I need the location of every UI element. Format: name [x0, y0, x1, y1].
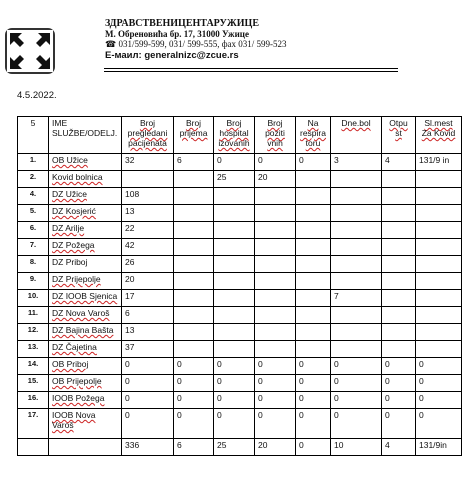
- cell-otpust: 0: [382, 409, 416, 439]
- cell-pozitivnih: 0: [255, 358, 296, 375]
- report-table: [17, 116, 462, 456]
- cell-dnebol: [331, 171, 382, 188]
- cell-pregledani: 0: [122, 358, 174, 375]
- cell-hospitalizovanih: 0: [214, 375, 255, 392]
- cell-prijema: [174, 188, 214, 205]
- cell-slmesta: [416, 188, 462, 205]
- cell-prijema: 6: [174, 154, 214, 171]
- cell-name: IOOB Nova Varoš: [49, 409, 122, 439]
- cell-respirator: 0: [296, 154, 331, 171]
- cell-pozitivnih: 0: [255, 154, 296, 171]
- cell-num: 5.: [18, 205, 49, 222]
- cell-dnebol: 0: [331, 409, 382, 439]
- cell-dnebol: 0: [331, 375, 382, 392]
- cell-pregledani: 26: [122, 256, 174, 273]
- table-row: [18, 154, 462, 171]
- column-header-hospitalizovanih: Broj hospital izovanih: [214, 117, 255, 154]
- cell-respirator: [296, 324, 331, 341]
- cell-slmesta: [416, 307, 462, 324]
- cell-hospitalizovanih: 0: [214, 358, 255, 375]
- org-address: М. Обреновића бр. 17, 31000 Ужице: [105, 29, 249, 39]
- column-header-num: 5: [18, 117, 49, 154]
- cell-name: OB Priboj: [49, 358, 122, 375]
- cell-respirator: [296, 188, 331, 205]
- cell-otpust: 0: [382, 375, 416, 392]
- cell-slmesta: [416, 273, 462, 290]
- org-email: Е-маил: generalnizc@zcue.rs: [105, 50, 239, 61]
- cell-hospitalizovanih: [214, 222, 255, 239]
- cell-dnebol: 10: [331, 439, 382, 456]
- cell-respirator: [296, 290, 331, 307]
- table-row: [18, 290, 462, 307]
- cell-slmesta: [416, 222, 462, 239]
- cell-name: DZ Bajina Bašta: [49, 324, 122, 341]
- cell-prijema: [174, 171, 214, 188]
- header-row: [18, 117, 462, 154]
- cell-otpust: [382, 171, 416, 188]
- cell-name: IOOB Požega: [49, 392, 122, 409]
- cell-dnebol: 0: [331, 358, 382, 375]
- table-row: [18, 341, 462, 358]
- cell-otpust: [382, 205, 416, 222]
- cell-slmesta: 131/9in: [416, 439, 462, 456]
- cell-name: Kovid bolnica: [49, 171, 122, 188]
- table-row: [18, 273, 462, 290]
- cell-prijema: [174, 273, 214, 290]
- cell-num: 13.: [18, 341, 49, 358]
- cell-prijema: 0: [174, 409, 214, 439]
- cell-prijema: [174, 239, 214, 256]
- cell-respirator: 0: [296, 375, 331, 392]
- cell-pregledani: 42: [122, 239, 174, 256]
- cell-num: 8.: [18, 256, 49, 273]
- cell-respirator: [296, 341, 331, 358]
- column-header-slmesta: Sl.mest Za Kovid: [416, 117, 462, 154]
- cell-slmesta: 0: [416, 392, 462, 409]
- cell-hospitalizovanih: [214, 341, 255, 358]
- cell-pregledani: 336: [122, 439, 174, 456]
- cell-num: 2.: [18, 171, 49, 188]
- cell-pregledani: 22: [122, 222, 174, 239]
- cell-dnebol: [331, 307, 382, 324]
- cell-pozitivnih: 0: [255, 392, 296, 409]
- cell-prijema: 0: [174, 375, 214, 392]
- cell-respirator: [296, 307, 331, 324]
- cell-num: 6.: [18, 222, 49, 239]
- cell-dnebol: [331, 188, 382, 205]
- cell-pregledani: 0: [122, 392, 174, 409]
- cell-name: [49, 439, 122, 456]
- cell-num: 4.: [18, 188, 49, 205]
- table-row: [18, 439, 462, 456]
- cell-pozitivnih: [255, 273, 296, 290]
- header-divider: [104, 68, 398, 69]
- cell-name: DZ Čajetina: [49, 341, 122, 358]
- table-row: [18, 171, 462, 188]
- cell-hospitalizovanih: [214, 205, 255, 222]
- cell-dnebol: [331, 341, 382, 358]
- table-row: [18, 324, 462, 341]
- cell-prijema: [174, 256, 214, 273]
- cell-pregledani: 32: [122, 154, 174, 171]
- cross-arrows-icon: [7, 30, 53, 72]
- cell-pozitivnih: 0: [255, 409, 296, 439]
- cell-name: DZ Arilje: [49, 222, 122, 239]
- cell-pozitivnih: [255, 341, 296, 358]
- cell-name: DZ Prijepolje: [49, 273, 122, 290]
- cell-hospitalizovanih: [214, 290, 255, 307]
- cell-pregledani: 108: [122, 188, 174, 205]
- cell-pozitivnih: [255, 205, 296, 222]
- cell-slmesta: [416, 290, 462, 307]
- cell-num: 1.: [18, 154, 49, 171]
- cell-num: 11.: [18, 307, 49, 324]
- cell-name: DZ Kosjerić: [49, 205, 122, 222]
- cell-pozitivnih: [255, 256, 296, 273]
- cell-otpust: [382, 273, 416, 290]
- health-center-logo: [5, 28, 55, 74]
- cell-num: [18, 439, 49, 456]
- cell-pozitivnih: [255, 324, 296, 341]
- cell-prijema: [174, 205, 214, 222]
- cell-otpust: 0: [382, 392, 416, 409]
- cell-name: DZ Užice: [49, 188, 122, 205]
- column-header-dnebol: Dne.bol: [331, 117, 382, 154]
- cell-pregledani: [122, 171, 174, 188]
- cell-respirator: [296, 239, 331, 256]
- column-header-name: IME SLUŽBE/ODELJ.: [49, 117, 122, 154]
- cell-slmesta: [416, 324, 462, 341]
- cell-pregledani: 13: [122, 324, 174, 341]
- cell-respirator: [296, 256, 331, 273]
- cell-otpust: [382, 324, 416, 341]
- table-row: [18, 392, 462, 409]
- cell-pregledani: 13: [122, 205, 174, 222]
- cell-num: 10.: [18, 290, 49, 307]
- cell-num: 17.: [18, 409, 49, 439]
- cell-dnebol: [331, 324, 382, 341]
- cell-name: DZ Priboj: [49, 256, 122, 273]
- table-row: [18, 239, 462, 256]
- cell-respirator: [296, 222, 331, 239]
- cell-num: 14.: [18, 358, 49, 375]
- cell-slmesta: 0: [416, 358, 462, 375]
- cell-respirator: [296, 205, 331, 222]
- cell-dnebol: [331, 273, 382, 290]
- cell-slmesta: 131/9 in: [416, 154, 462, 171]
- header-divider: [104, 71, 398, 72]
- cell-num: 15.: [18, 375, 49, 392]
- letterhead: [105, 19, 287, 63]
- cell-pregledani: 0: [122, 375, 174, 392]
- report-date: 4.5.2022.: [17, 90, 57, 101]
- cell-pozitivnih: [255, 290, 296, 307]
- cell-name: DZ IOOB Sjenica: [49, 290, 122, 307]
- cell-prijema: [174, 222, 214, 239]
- cell-respirator: [296, 171, 331, 188]
- cell-respirator: 0: [296, 392, 331, 409]
- table-row: [18, 205, 462, 222]
- cell-dnebol: 3: [331, 154, 382, 171]
- cell-dnebol: [331, 205, 382, 222]
- column-header-respirator: Na respira toru: [296, 117, 331, 154]
- cell-otpust: [382, 222, 416, 239]
- org-phone: ☎ 031/599-599, 031/ 599-555, фах 031/ 599-523: [105, 39, 287, 49]
- cell-dnebol: 0: [331, 392, 382, 409]
- cell-prijema: [174, 341, 214, 358]
- table-row: [18, 188, 462, 205]
- cell-dnebol: 7: [331, 290, 382, 307]
- table-row: [18, 409, 462, 439]
- cell-name: OB Užice: [49, 154, 122, 171]
- cell-name: OB Prijepolje: [49, 375, 122, 392]
- cell-otpust: 0: [382, 358, 416, 375]
- cell-otpust: [382, 239, 416, 256]
- column-header-prijema: Broj prijema: [174, 117, 214, 154]
- cell-hospitalizovanih: [214, 307, 255, 324]
- cell-pozitivnih: 0: [255, 375, 296, 392]
- cell-num: 9.: [18, 273, 49, 290]
- cell-prijema: [174, 290, 214, 307]
- cell-slmesta: [416, 341, 462, 358]
- cell-pozitivnih: [255, 307, 296, 324]
- cell-slmesta: [416, 256, 462, 273]
- table-row: [18, 256, 462, 273]
- org-name: ЗДРАВСТВЕНИЦЕНТАРУЖИЦЕ: [105, 18, 259, 29]
- cell-otpust: [382, 307, 416, 324]
- table-row: [18, 307, 462, 324]
- cell-slmesta: 0: [416, 409, 462, 439]
- cell-pregledani: 0: [122, 409, 174, 439]
- cell-hospitalizovanih: 0: [214, 409, 255, 439]
- cell-num: 7.: [18, 239, 49, 256]
- column-header-otpust: Otpu st: [382, 117, 416, 154]
- cell-dnebol: [331, 256, 382, 273]
- cell-prijema: 6: [174, 439, 214, 456]
- cell-pregledani: 17: [122, 290, 174, 307]
- cell-hospitalizovanih: [214, 324, 255, 341]
- cell-pozitivnih: [255, 239, 296, 256]
- cell-pregledani: 37: [122, 341, 174, 358]
- column-header-pregledani: Broj pregledani pacijenata: [122, 117, 174, 154]
- cell-hospitalizovanih: 25: [214, 439, 255, 456]
- cell-prijema: [174, 324, 214, 341]
- cell-pozitivnih: 20: [255, 171, 296, 188]
- cell-prijema: 0: [174, 392, 214, 409]
- cell-dnebol: [331, 239, 382, 256]
- cell-hospitalizovanih: [214, 273, 255, 290]
- table-row: [18, 222, 462, 239]
- cell-hospitalizovanih: [214, 239, 255, 256]
- cell-hospitalizovanih: [214, 256, 255, 273]
- table-row: [18, 358, 462, 375]
- cell-otpust: 4: [382, 154, 416, 171]
- cell-respirator: 0: [296, 409, 331, 439]
- cell-otpust: [382, 290, 416, 307]
- cell-hospitalizovanih: 0: [214, 154, 255, 171]
- cell-otpust: [382, 188, 416, 205]
- cell-otpust: 4: [382, 439, 416, 456]
- cell-otpust: [382, 341, 416, 358]
- cell-pregledani: 6: [122, 307, 174, 324]
- cell-hospitalizovanih: [214, 188, 255, 205]
- cell-name: DZ Nova Varoš: [49, 307, 122, 324]
- cell-prijema: 0: [174, 358, 214, 375]
- cell-num: 12.: [18, 324, 49, 341]
- column-header-pozitivnih: Broj poziti vnih: [255, 117, 296, 154]
- cell-hospitalizovanih: 25: [214, 171, 255, 188]
- cell-respirator: 0: [296, 439, 331, 456]
- cell-slmesta: [416, 171, 462, 188]
- cell-slmesta: [416, 239, 462, 256]
- cell-hospitalizovanih: 0: [214, 392, 255, 409]
- cell-prijema: [174, 307, 214, 324]
- cell-slmesta: 0: [416, 375, 462, 392]
- cell-slmesta: [416, 205, 462, 222]
- cell-respirator: 0: [296, 358, 331, 375]
- table-row: [18, 375, 462, 392]
- cell-pozitivnih: [255, 188, 296, 205]
- cell-otpust: [382, 256, 416, 273]
- cell-pregledani: 20: [122, 273, 174, 290]
- cell-pozitivnih: 20: [255, 439, 296, 456]
- cell-dnebol: [331, 222, 382, 239]
- cell-respirator: [296, 273, 331, 290]
- cell-num: 16.: [18, 392, 49, 409]
- cell-name: DZ Požega: [49, 239, 122, 256]
- cell-pozitivnih: [255, 222, 296, 239]
